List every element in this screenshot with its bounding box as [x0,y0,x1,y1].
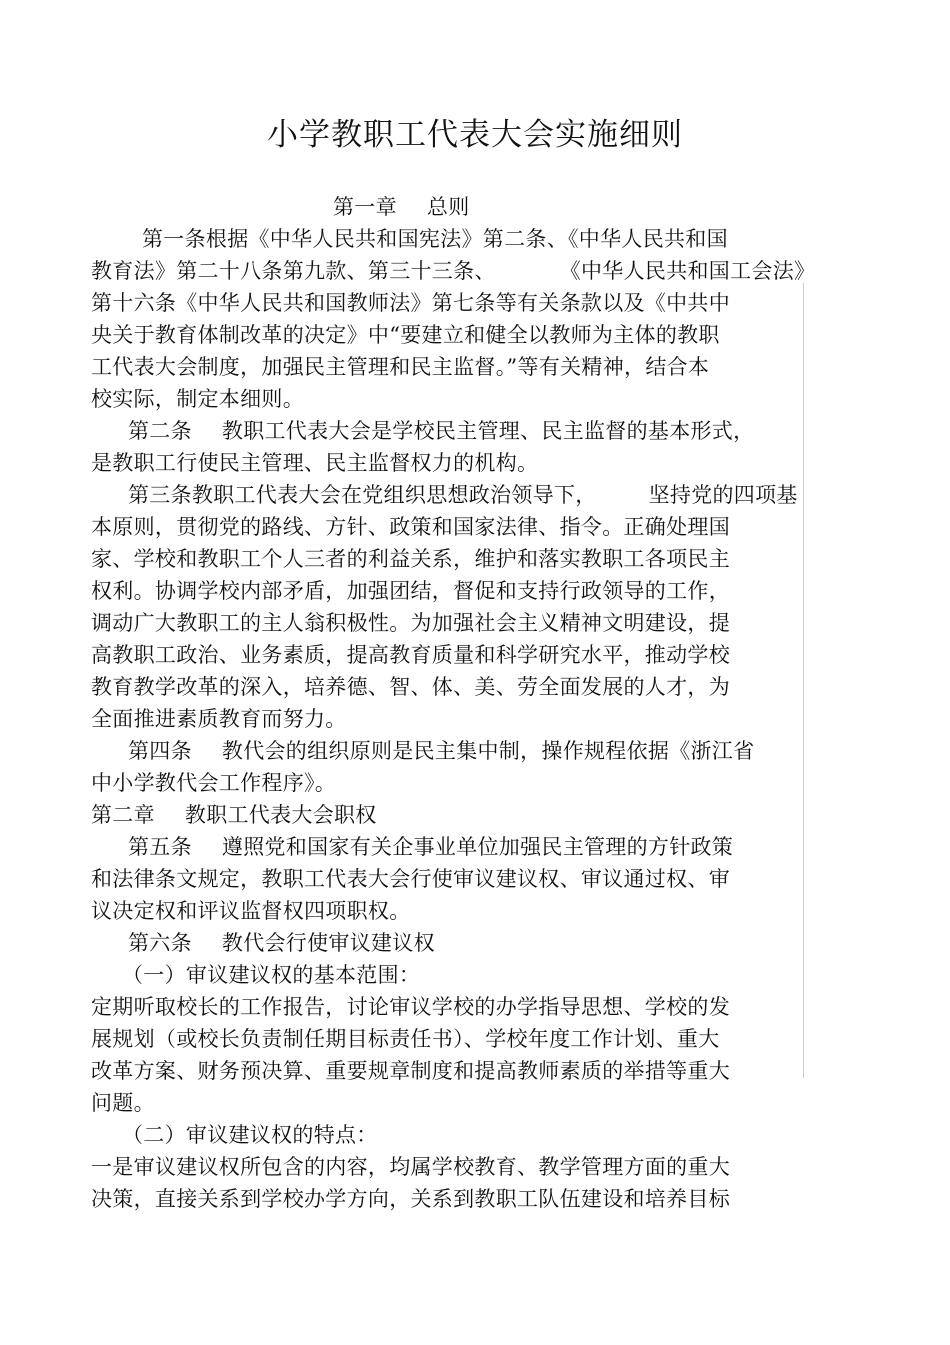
article-6-section-2-line-1: 一是审议建议权所包含的内容，均属学校教育、教学管理方面的重大 [91,1155,730,1179]
article-3-line-7: 教育教学改革的深入，培养德、智、体、美、劳全面发展的人才，为 [91,675,730,699]
article-1-line-5: 工代表大会制度，加强民主管理和民主监督。”等有关精神，结合本 [91,355,710,379]
article-2-number: 第二条 [128,419,192,443]
article-5-line-2: 和法律条文规定，教职工代表大会行使审议建议权、审议通过权、审 [91,867,730,891]
chapter-2-name: 教职工代表大会职权 [184,803,377,827]
article-6-line-1 [128,927,435,959]
article-1-line-3: 第十六条《中华人民共和国教师法》第七条等有关条款以及《中共中 [91,291,730,315]
article-6-text: 教代会行使审议建议权 [221,931,435,955]
article-3-line-1 [128,479,798,511]
article-3-line-1a: 第三条教职工代表大会在党组织思想政治领导下， [128,483,597,507]
article-6-section-1-heading: （一）审议建议权的基本范围： [122,963,421,987]
chapter-2-heading [91,799,377,831]
chapter-1-number: 第一章 [333,195,397,219]
article-6-section-1-line-2: 展规划（或校长负责制任期目标责任书）、学校年度工作计划、重大 [91,1027,720,1051]
article-5-line-3: 议决定权和评议监督权四项职权。 [91,899,411,923]
article-1-line-2a: 教育法》第二十八条第九款、第三十三条、 [91,259,496,283]
article-5-line-1 [128,831,733,863]
article-1-line-6: 校实际，制定本细则。 [91,387,304,411]
article-6-section-1-line-3: 改革方案、财务预决算、重要规章制度和提高教师素质的举措等重大 [91,1059,730,1083]
chapter-1-name: 总则 [426,195,470,219]
article-6-section-1-line-4: 问题。 [91,1091,155,1115]
article-1-line-4: 央关于教育体制改革的决定》中“要建立和健全以教师为主体的教职 [91,323,720,347]
article-3-line-1b: 坚持党的四项基 [648,483,798,507]
article-5-text: 遵照党和国家有关企事业单位加强民主管理的方针政策 [221,835,734,859]
article-6-section-2-heading: （二）审议建议权的特点： [122,1123,378,1147]
article-4-text: 教代会的组织原则是民主集中制，操作规程依据《浙江省 [221,739,755,763]
article-3-line-3: 家、学校和教职工个人三者的利益关系，维护和落实教职工各项民主 [91,547,730,571]
article-1-line-1: 第一条根据《中华人民共和国宪法》第二条、《中华人民共和国 [142,227,728,251]
article-2-line-1 [128,415,754,447]
chapter-2-number: 第二章 [91,803,155,827]
article-4-number: 第四条 [128,739,192,763]
article-3-line-6: 高教职工政治、业务素质，提高教育质量和科学研究水平，推动学校 [91,643,730,667]
document-title: 小学教职工代表大会实施细则 [267,117,683,153]
article-4-line-2: 中小学教代会工作程序》。 [91,771,337,795]
article-1-line-2 [91,255,815,287]
article-3-line-5: 调动广大教职工的主人翁积极性。为加强社会主义精神文明建设，提 [91,611,730,635]
article-6-section-2-line-2: 决策，直接关系到学校办学方向，关系到教职工队伍建设和培养目标 [91,1187,730,1211]
page-edge-line [803,283,804,1078]
article-3-line-4: 权利。协调学校内部矛盾，加强团结，督促和支持行政领导的工作， [91,579,730,603]
article-4-line-1 [128,735,754,767]
article-6-section-1-line-1: 定期听取校长的工作报告，讨论审议学校的办学指导思想、学校的发 [91,995,730,1019]
article-3-line-8: 全面推进素质教育而努力。 [91,707,347,731]
article-1-line-2b: 《中华人民共和国工会法》 [559,259,816,283]
article-5-number: 第五条 [128,835,192,859]
chapter-1-heading [333,191,470,223]
article-2-text: 教职工代表大会是学校民主管理、民主监督的基本形式， [221,419,755,443]
article-2-line-2: 是教职工行使民主管理、民主监督权力的机构。 [91,451,539,475]
article-3-line-2: 本原则，贯彻党的路线、方针、政策和国家法律、指令。正确处理国 [91,515,730,539]
article-6-number: 第六条 [128,931,192,955]
